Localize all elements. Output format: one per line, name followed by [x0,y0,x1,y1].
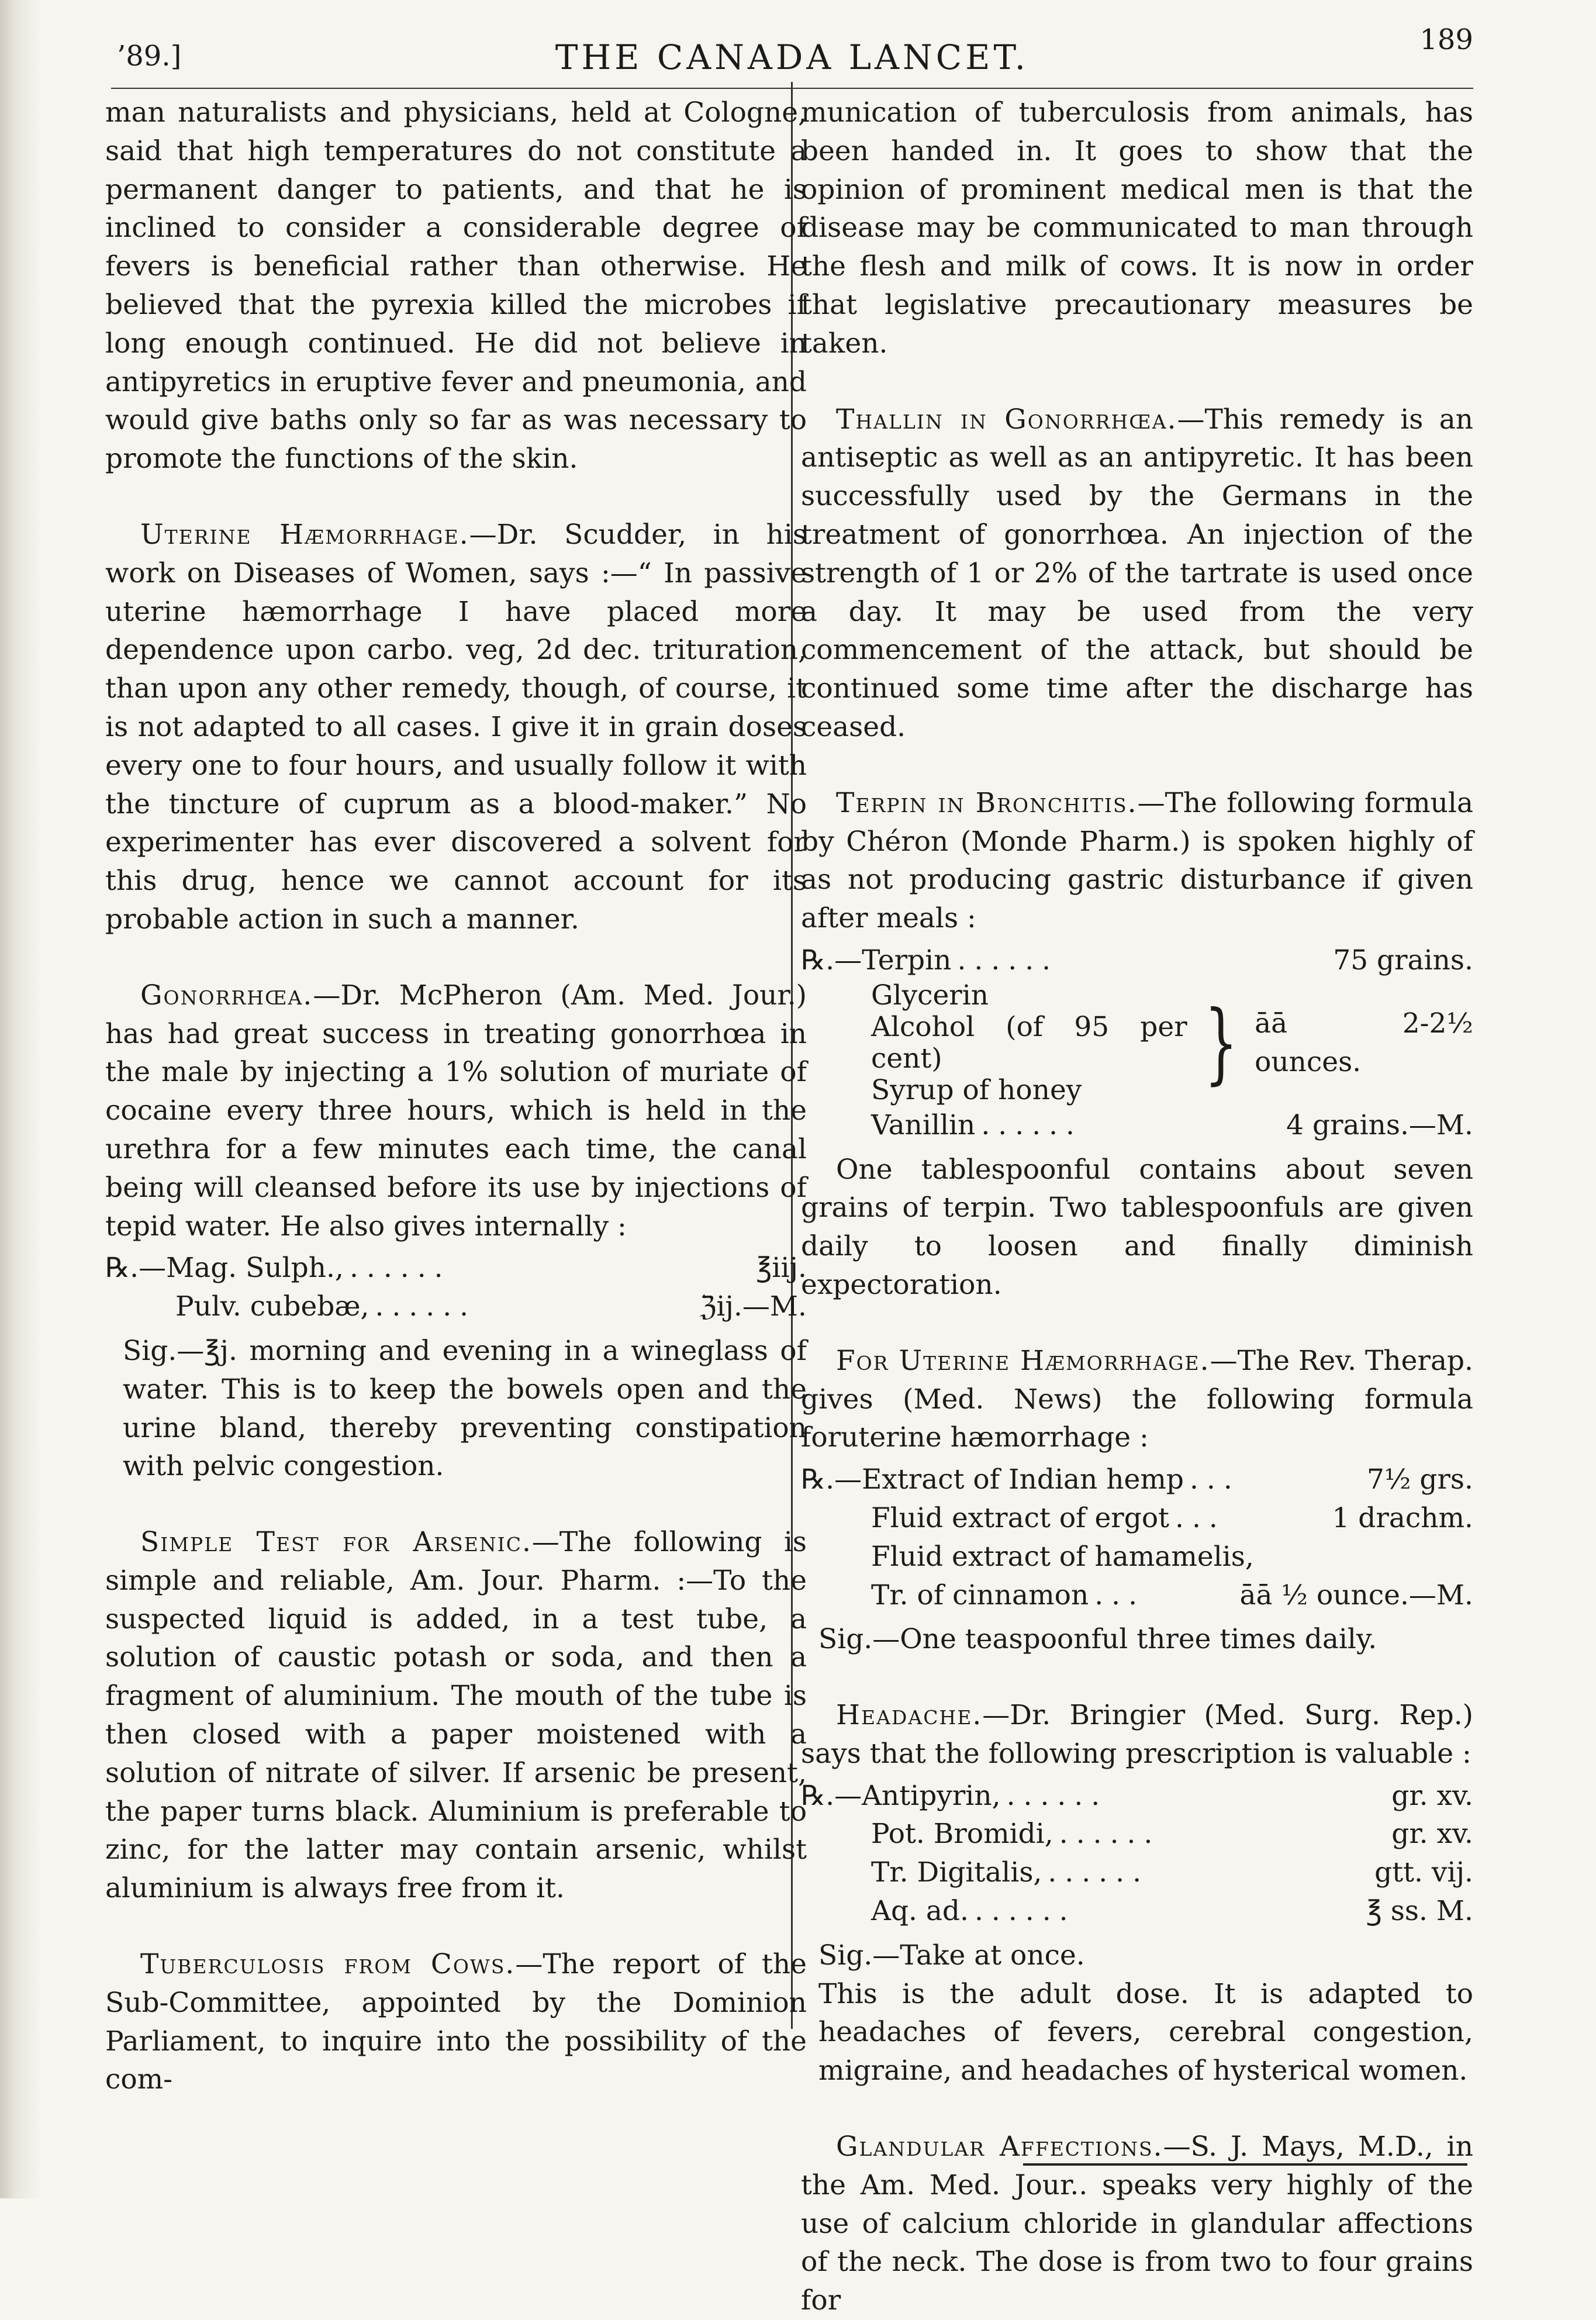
headache-section [801,1696,1473,1773]
uterine-section [105,516,807,939]
sig-paragraph: Sig.—℥j. morning and evening in a wineglass of water. This is to keep the bowels open and the urine bland, thereby preventing constipation with pelvic congestion. [123,1334,807,1483]
rx-line: ℞.—Terpin ...... 75 grains. [801,944,1473,976]
journal-title: THE CANADA LANCET. [555,37,1030,77]
rx-group: Glycerin Alcohol (of 95 per cent) Syrup of honey } āā 2-2½ ounces. [871,979,1473,1106]
section-body: —Dr. Bringier (Med. Surg. Rep.) says that the following prescription is valuable : [801,1699,1473,1770]
scan-edge [0,0,41,2198]
sig-paragraph: Sig.—One teaspoonful three times daily. [818,1623,1377,1656]
rx-line: ℞.—Mag. Sulph., ...... ℥iij. [105,1252,807,1285]
rx-line: Tr. Digitalis, ...... gtt. vij. [871,1856,1473,1889]
rx-group-qty: āā 2-2½ ounces. [1255,1007,1473,1078]
terpin-after: One tablespoonful contains about seven grains of terpin. Two tablespoonfuls are given daily to loosen and finally diminish expectoration. [801,1153,1473,1301]
section-heading: Terpin in Bronchitis. [836,786,1138,819]
sig-paragraph: Sig.—Take at once. [818,1939,1085,1972]
prescription [105,1249,807,1326]
issue-year: ’89.] [117,40,182,72]
section-body: —The Rev. Therap. gives (Med. News) the following formula foruterine hæmorrhage : [801,1344,1473,1454]
section-body: —This remedy is an antiseptic as well as an antipyretic. It has been successfully used by the Germans in the treatment of gonorrhœa. An injection of the strength of 1 or 2% of the tartrate is used once a day. It may be used from the very commencement of the attack, but should be continued some time after the discharge has ceased. [801,403,1473,743]
glandular-section [801,2128,1473,2320]
prescription [801,1461,1473,1614]
section-body: —Dr. Scudder, in his work on Diseases of Women, says :—“ In passive uterine hæmorrhage I have placed more dependence upon carbo. veg, 2d dec. trituration, than upon any other remedy, though, of course, it is not adapted to all cases. I give it in grain doses every one to four hours, and usually follow it with the tincture of cuprum as a blood-maker.” No experimenter has ever discovered a solvent for this drug, hence we cannot account for its probable action in such a manner. [105,518,807,935]
rx-line: Pot. Bromidi, ...... gr. xv. [871,1818,1473,1851]
section-heading: Simple Test for Arsenic. [140,1526,532,1559]
rx-line: ℞.—Antipyrin, ...... gr. xv. [801,1779,1473,1812]
rx-line: Fluid extract of ergot ... 1 drachm. [871,1501,1473,1534]
section-heading: Uterine Hæmorrhage. [140,518,469,551]
for-uterine-section [801,1342,1473,1457]
section-heading: Thallin in Gonorrhœa. [836,403,1177,436]
section-body: —S. J. Mays, M.D., in the Am. Med. Jour.. speaks very highly of the use of calcium chloride in glandular affections of the neck. The dose is from two to four grains for [801,2131,1473,2317]
rx-line: Fluid extract of hamamelis, [871,1540,1254,1573]
headache-after: This is the adult dose. It is adapted to headaches of fevers, cerebral congestion, migraine, and headaches of hysterical women. [818,1977,1473,2087]
rx-line: ℞.—Extract of Indian hemp ... 7½ grs. [801,1463,1473,1496]
rx-line: Aq. ad. ...... ℥ ss. M. [871,1895,1473,1928]
right-column [801,94,1473,2320]
section-body: —Dr. McPheron (Am. Med. Jour.) has had great success in treating gonorrhœa in the male by injecting a 1% solution of muriate of cocaine every three hours, which is held in the urethra for a few minutes each time, the canal being will cleansed before its use by injections of tepid water. He also gives internally : [105,979,807,1242]
rx-line: Tr. of cinnamon ... āā ½ ounce.—M. [871,1579,1473,1611]
section-body: —The following formula by Chéron (Monde Pharm.) is spoken highly of as not producing gastric disturbance if given after meals : [801,786,1473,935]
section-heading: For Uterine Hæmorrhage. [836,1344,1210,1377]
cologne-paragraph: man naturalists and physicians, held at Cologne, said that high temperatures do not constitute a permanent danger to patients, and that he is inclined to consider a considerable degree of fevers is beneficial rather than otherwise. He believed that the pyrexia killed the microbes if long enough continued. He did not believe in antipyretics in eruptive fever and pneumonia, and would give baths only so far as was necessary to promote the functions of the skin. [105,96,807,475]
section-heading: Tuberculosis from Cows. [140,1948,516,1981]
section-body: —The report of the Sub-Committee, appointed by the Dominion Parliament, to inquire into the possibility of the com- [105,1948,807,2096]
bottom-rule [1023,2163,1467,2166]
running-header [111,23,1473,88]
section-heading: Headache. [836,1699,983,1732]
arsenic-section [105,1523,807,1908]
prescription [801,941,1473,1145]
section-heading: Glandular Affections. [836,2131,1163,2163]
page-number: 189 [1419,23,1473,56]
brace-glyph: } [1204,992,1238,1094]
tuberculosis-continued: munication of tuberculosis from animals, has been handed in. It goes to show that the opinion of prominent medical men is that the disease may be communicated to man through the flesh and milk of cows. It is now in order that legislative precautionary measures be taken. [801,96,1473,360]
thallin-section [801,401,1473,747]
gonorrhoea-section [105,976,807,1246]
terpin-section [801,784,1473,938]
tuberculosis-section [105,1945,807,2099]
prescription [801,1777,1473,1931]
left-column [105,94,807,2099]
section-body: —The following is simple and reliable, Am. Jour. Pharm. :—To the suspected liquid is added, in a test tube, a solution of caustic potash or soda, and then a fragment of aluminium. The mouth of the tube is then closed with a paper moistened with a solution of nitrate of silver. If arsenic be present, the paper turns black. Aluminium is preferable to zinc, for the latter may contain arsenic, whilst aluminium is always free from it. [105,1526,807,1905]
section-heading: Gonorrhœa. [140,979,313,1011]
rx-line: Vanillin ...... 4 grains.—M. [871,1109,1473,1141]
rx-line: Pulv. cubebæ, ...... ℨij.—M. [175,1290,807,1323]
